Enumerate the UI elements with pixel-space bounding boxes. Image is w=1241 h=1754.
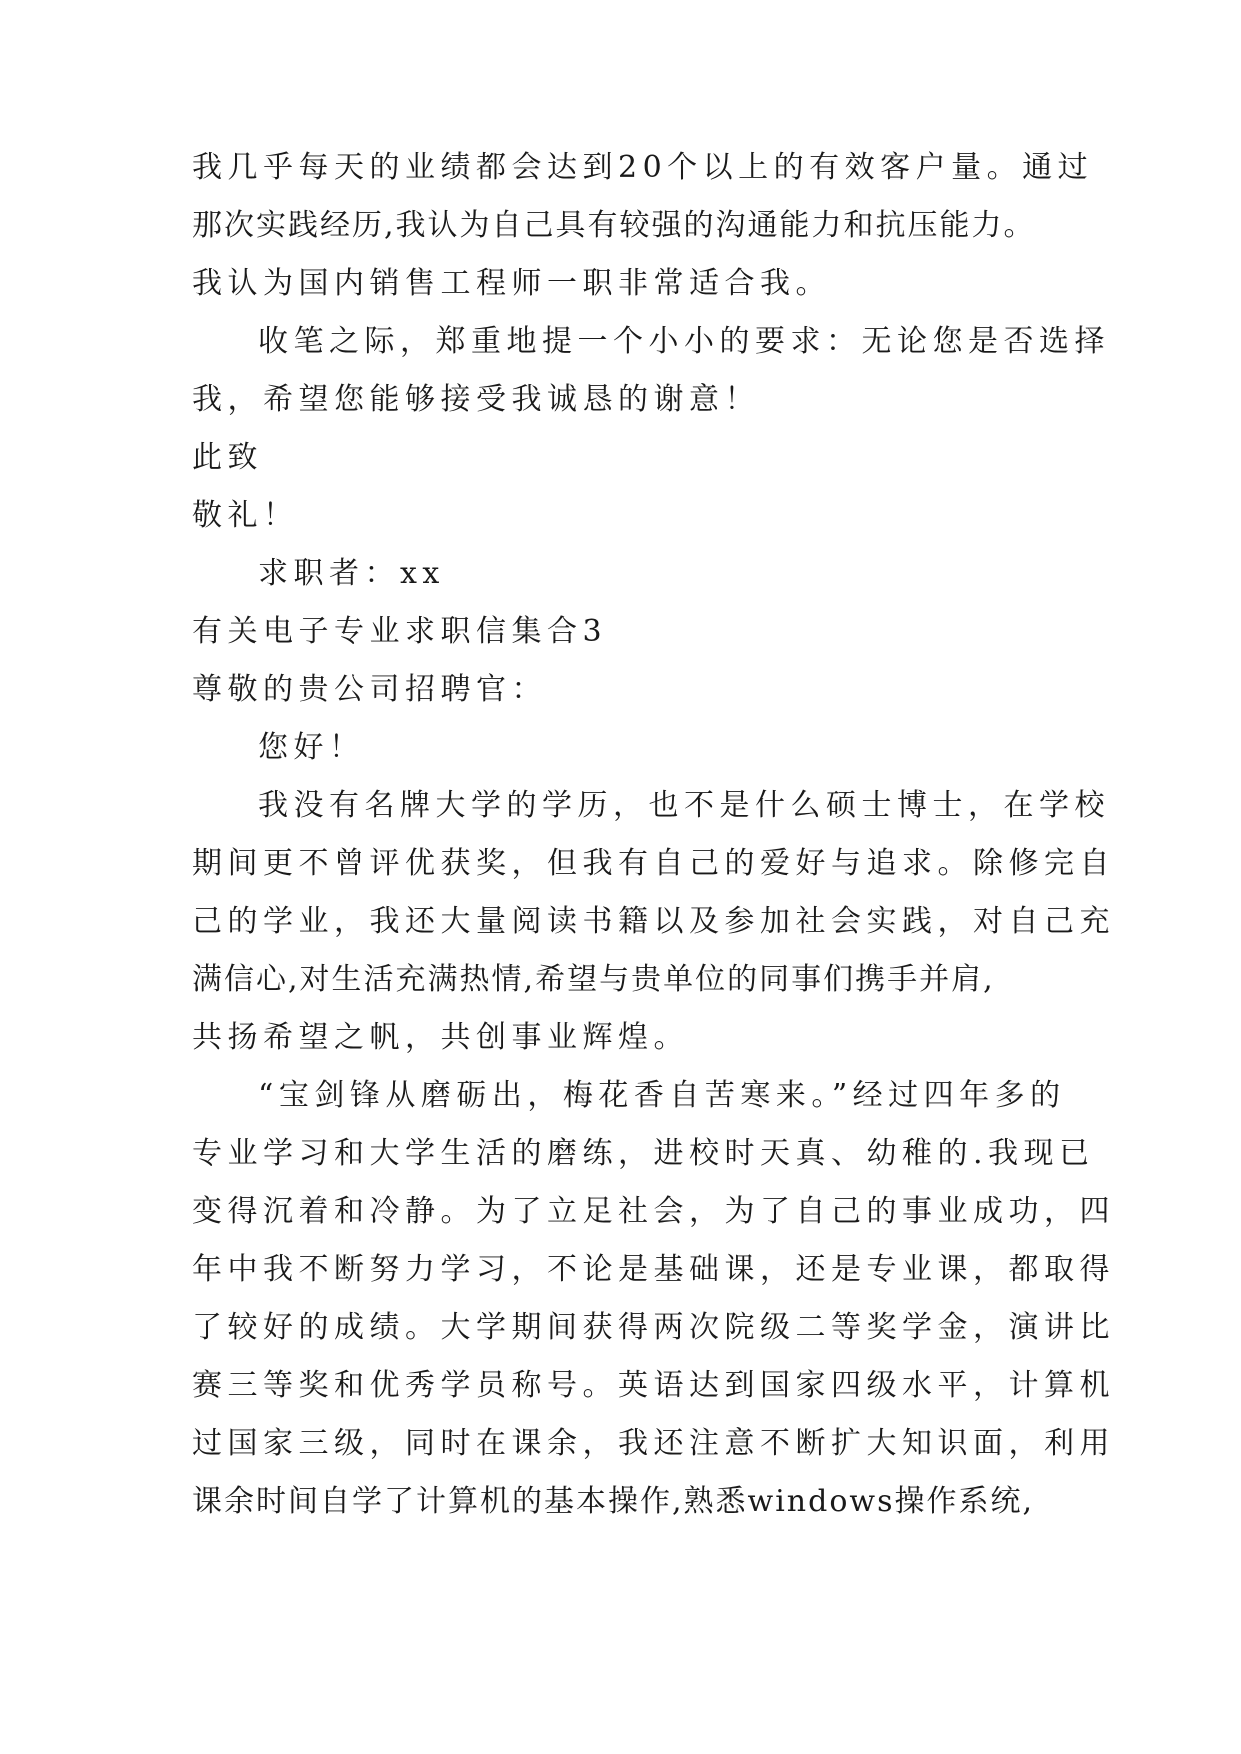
body-text-line: 我认为国内销售工程师一职非常适合我。: [192, 266, 831, 301]
body-text-line: 课余时间自学了计算机的基本操作,熟悉windows操作系统,: [192, 1484, 1035, 1519]
body-text-line: 那次实践经历,我认为自己具有较强的沟通能力和抗压能力。: [192, 208, 1036, 243]
paragraph-start-line: 我没有名牌大学的学历，也不是什么硕士博士，在学校: [258, 788, 1110, 823]
greeting-line: 您好！: [258, 730, 365, 765]
body-text-line: 期间更不曾评优获奖，但我有自己的爱好与追求。除修完自: [192, 846, 1115, 881]
body-text-line: 己的学业，我还大量阅读书籍以及参加社会实践，对自己充: [192, 904, 1115, 939]
signature-line: 求职者：xx: [258, 556, 445, 591]
body-text-line: 变得沉着和冷静。为了立足社会，为了自己的事业成功，四: [192, 1194, 1115, 1229]
paragraph-start-line: “宝剑锋从磨砺出，梅花香自苦寒来。”经过四年多的: [258, 1078, 1066, 1113]
body-text-line: 我，希望您能够接受我诚恳的谢意！: [192, 382, 760, 417]
paragraph-start-line: 收笔之际，郑重地提一个小小的要求：无论您是否选择: [258, 324, 1110, 359]
closing-salutation: 此致: [192, 440, 263, 475]
body-text-line: 满信心,对生活充满热情,希望与贵单位的同事们携手并肩,: [192, 962, 995, 997]
body-text-line: 了较好的成绩。大学期间获得两次院级二等奖学金，演讲比: [192, 1310, 1115, 1345]
body-text-line: 专业学习和大学生活的磨练，进校时天真、幼稚的.我现已: [192, 1136, 1095, 1171]
body-text-line: 赛三等奖和优秀学员称号。英语达到国家四级水平，计算机: [192, 1368, 1115, 1403]
closing-regards: 敬礼！: [192, 498, 299, 533]
body-text-line: 我几乎每天的业绩都会达到20个以上的有效客户量。通过: [192, 150, 1094, 185]
body-text-line: 过国家三级，同时在课余，我还注意不断扩大知识面，利用: [192, 1426, 1115, 1461]
body-text-line: 年中我不断努力学习，不论是基础课，还是专业课，都取得: [192, 1252, 1115, 1287]
letter-salutation: 尊敬的贵公司招聘官：: [192, 672, 547, 707]
section-title: 有关电子专业求职信集合3: [192, 614, 608, 649]
body-text-line: 共扬希望之帆，共创事业辉煌。: [192, 1020, 689, 1055]
